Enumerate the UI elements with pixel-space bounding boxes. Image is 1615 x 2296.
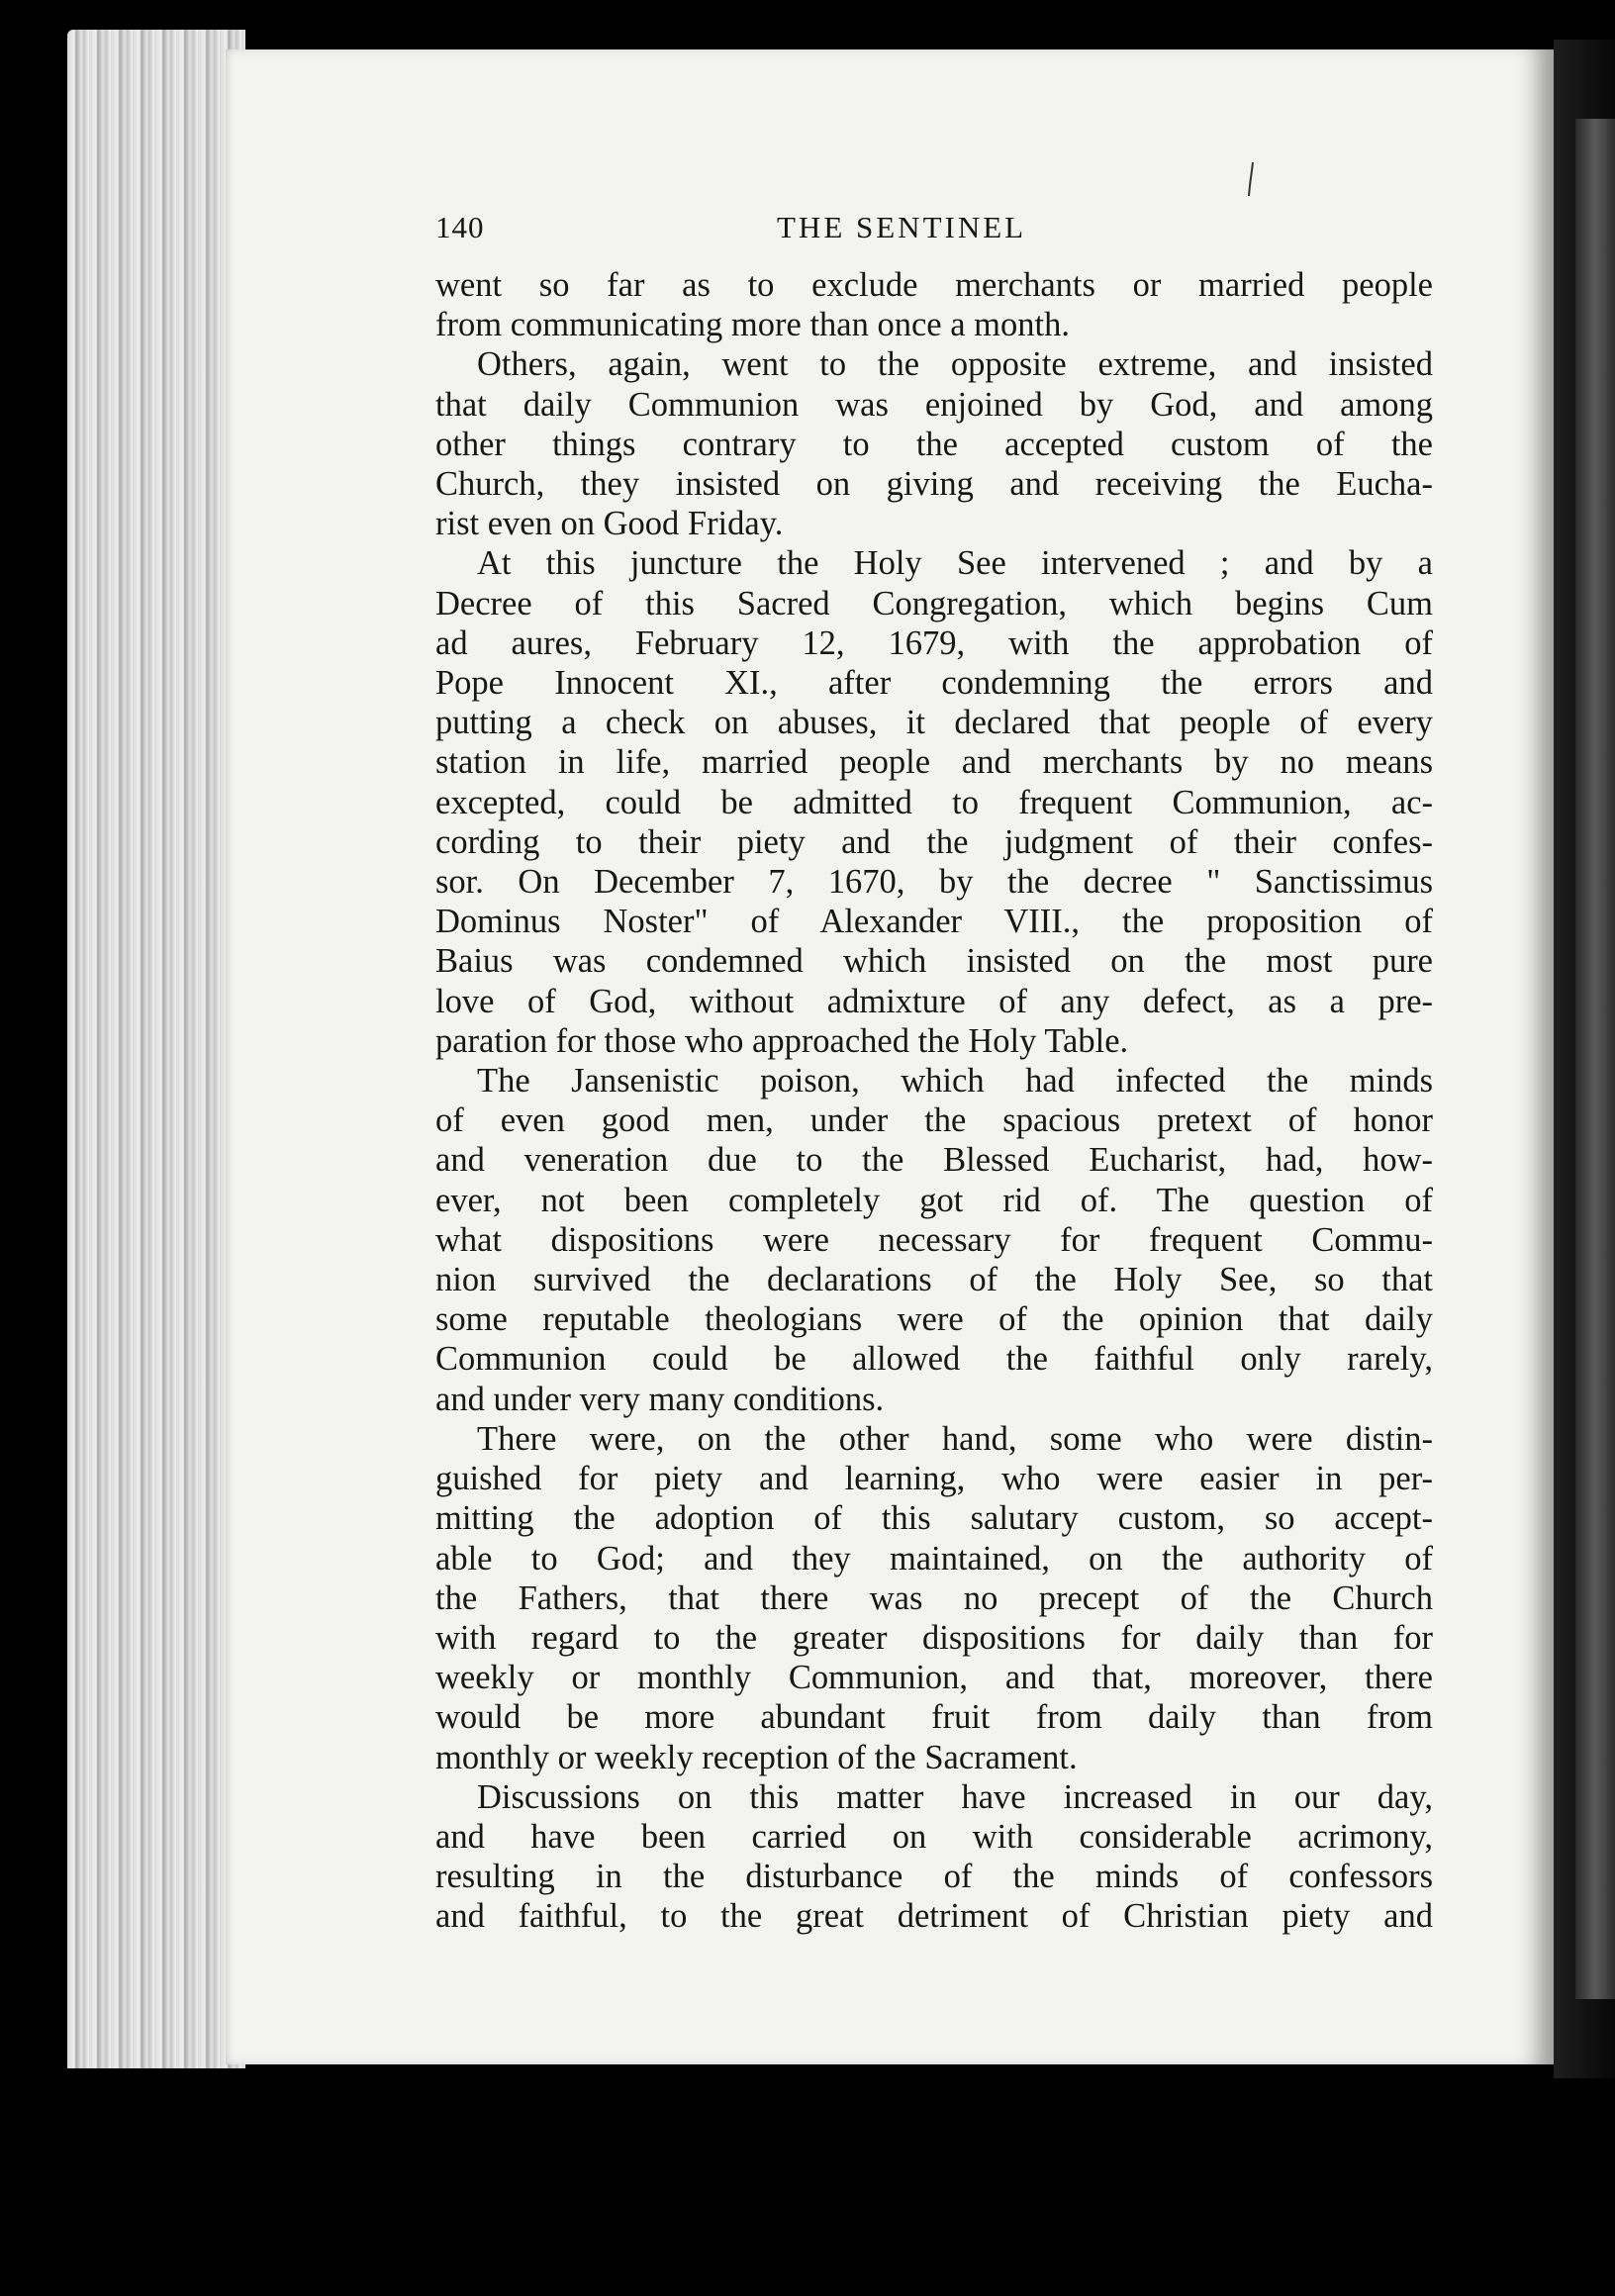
text-line: able to God; and they maintained, on the authority of (435, 1539, 1433, 1578)
text-line: nion survived the declarations of the Holy See, so that (435, 1261, 1433, 1299)
text-line: Others, again, went to the opposite extreme, and insisted (477, 345, 1433, 384)
text-line: ever, not been completely got rid of. The question of (435, 1181, 1433, 1219)
text-line: went so far as to exclude merchants or married people (435, 266, 1433, 304)
text-line: station in life, married people and merchants by no means (435, 743, 1433, 782)
text-line: what dispositions were necessary for frequent Commu- (435, 1220, 1433, 1259)
text-line: The Jansenistic poison, which had infected the minds (477, 1062, 1433, 1100)
text-line: and have been carried on with considerable acrimony, (435, 1817, 1433, 1856)
text-line: Baius was condemned which insisted on the most pure (435, 942, 1433, 981)
text-line: some reputable theologians were of the opinion that daily (435, 1300, 1433, 1339)
text-line: excepted, could be admitted to frequent Communion, ac- (435, 783, 1433, 821)
body-text (435, 265, 1433, 1937)
text-line: putting a check on abuses, it declared that people of every (435, 704, 1433, 742)
book-page-edges (67, 30, 245, 2068)
text-line: Decree of this Sacred Congregation, which begins Cum (435, 584, 1433, 622)
text-line: from communicating more than once a month. (435, 306, 1070, 344)
text-line: There were, on the other hand, some who were distin- (477, 1419, 1433, 1458)
paragraph (435, 1419, 1433, 1777)
running-title: THE SENTINEL (777, 210, 1027, 244)
text-line: that daily Communion was enjoined by God, and among (435, 385, 1433, 424)
text-line: Dominus Noster" of Alexander VIII., the proposition of (435, 903, 1433, 941)
text-line: guished for piety and learning, who were easier in per- (435, 1460, 1433, 1498)
paragraph (435, 265, 1433, 344)
ink-mark (1247, 160, 1257, 200)
text-line: cording to their piety and the judgment of their confes- (435, 822, 1433, 861)
text-line: sor. On December 7, 1670, by the decree " Sanctissimus (435, 863, 1433, 902)
text-line: Communion could be allowed the faithful only rarely, (435, 1340, 1433, 1379)
text-line: love of God, without admixture of any defect, as a pre- (435, 982, 1433, 1020)
paragraph (435, 1777, 1433, 1937)
running-header (435, 210, 1425, 265)
text-line: Pope Innocent XI., after condemning the errors and (435, 664, 1433, 703)
text-line: with regard to the greater dispositions for daily than for (435, 1618, 1433, 1657)
facing-page-edge (1575, 119, 1615, 1999)
text-line: rist even on Good Friday. (435, 505, 784, 543)
text-line: resulting in the disturbance of the minds of confessors (435, 1858, 1433, 1896)
paragraph (435, 1061, 1433, 1419)
text-line: mitting the adoption of this salutary custom, so accept- (435, 1499, 1433, 1538)
text-line: the Fathers, that there was no precept of the Church (435, 1578, 1433, 1617)
text-line: monthly or weekly reception of the Sacrament. (435, 1738, 1078, 1776)
text-line: and under very many conditions. (435, 1380, 885, 1418)
text-line: At this juncture the Holy See intervened ; and by a (477, 544, 1433, 583)
text-line: and faithful, to the great detriment of Christian piety and (435, 1897, 1433, 1936)
text-line: would be more abundant fruit from daily than from (435, 1698, 1433, 1737)
text-line: Church, they insisted on giving and receiving the Eucha- (435, 465, 1433, 504)
text-line: of even good men, under the spacious pretext of honor (435, 1101, 1433, 1140)
paragraph (435, 344, 1433, 543)
text-line: ad aures, February 12, 1679, with the approbation of (435, 623, 1433, 662)
paragraph (435, 543, 1433, 1061)
text-line: Discussions on this matter have increased in our day, (477, 1777, 1433, 1816)
page-number: 140 (435, 210, 485, 244)
text-line: paration for those who approached the Holy Table. (435, 1021, 1129, 1060)
text-line: other things contrary to the accepted custom of the (435, 425, 1433, 463)
text-line: weekly or monthly Communion, and that, moreover, there (435, 1659, 1433, 1697)
text-line: and veneration due to the Blessed Eucharist, had, how- (435, 1141, 1433, 1180)
